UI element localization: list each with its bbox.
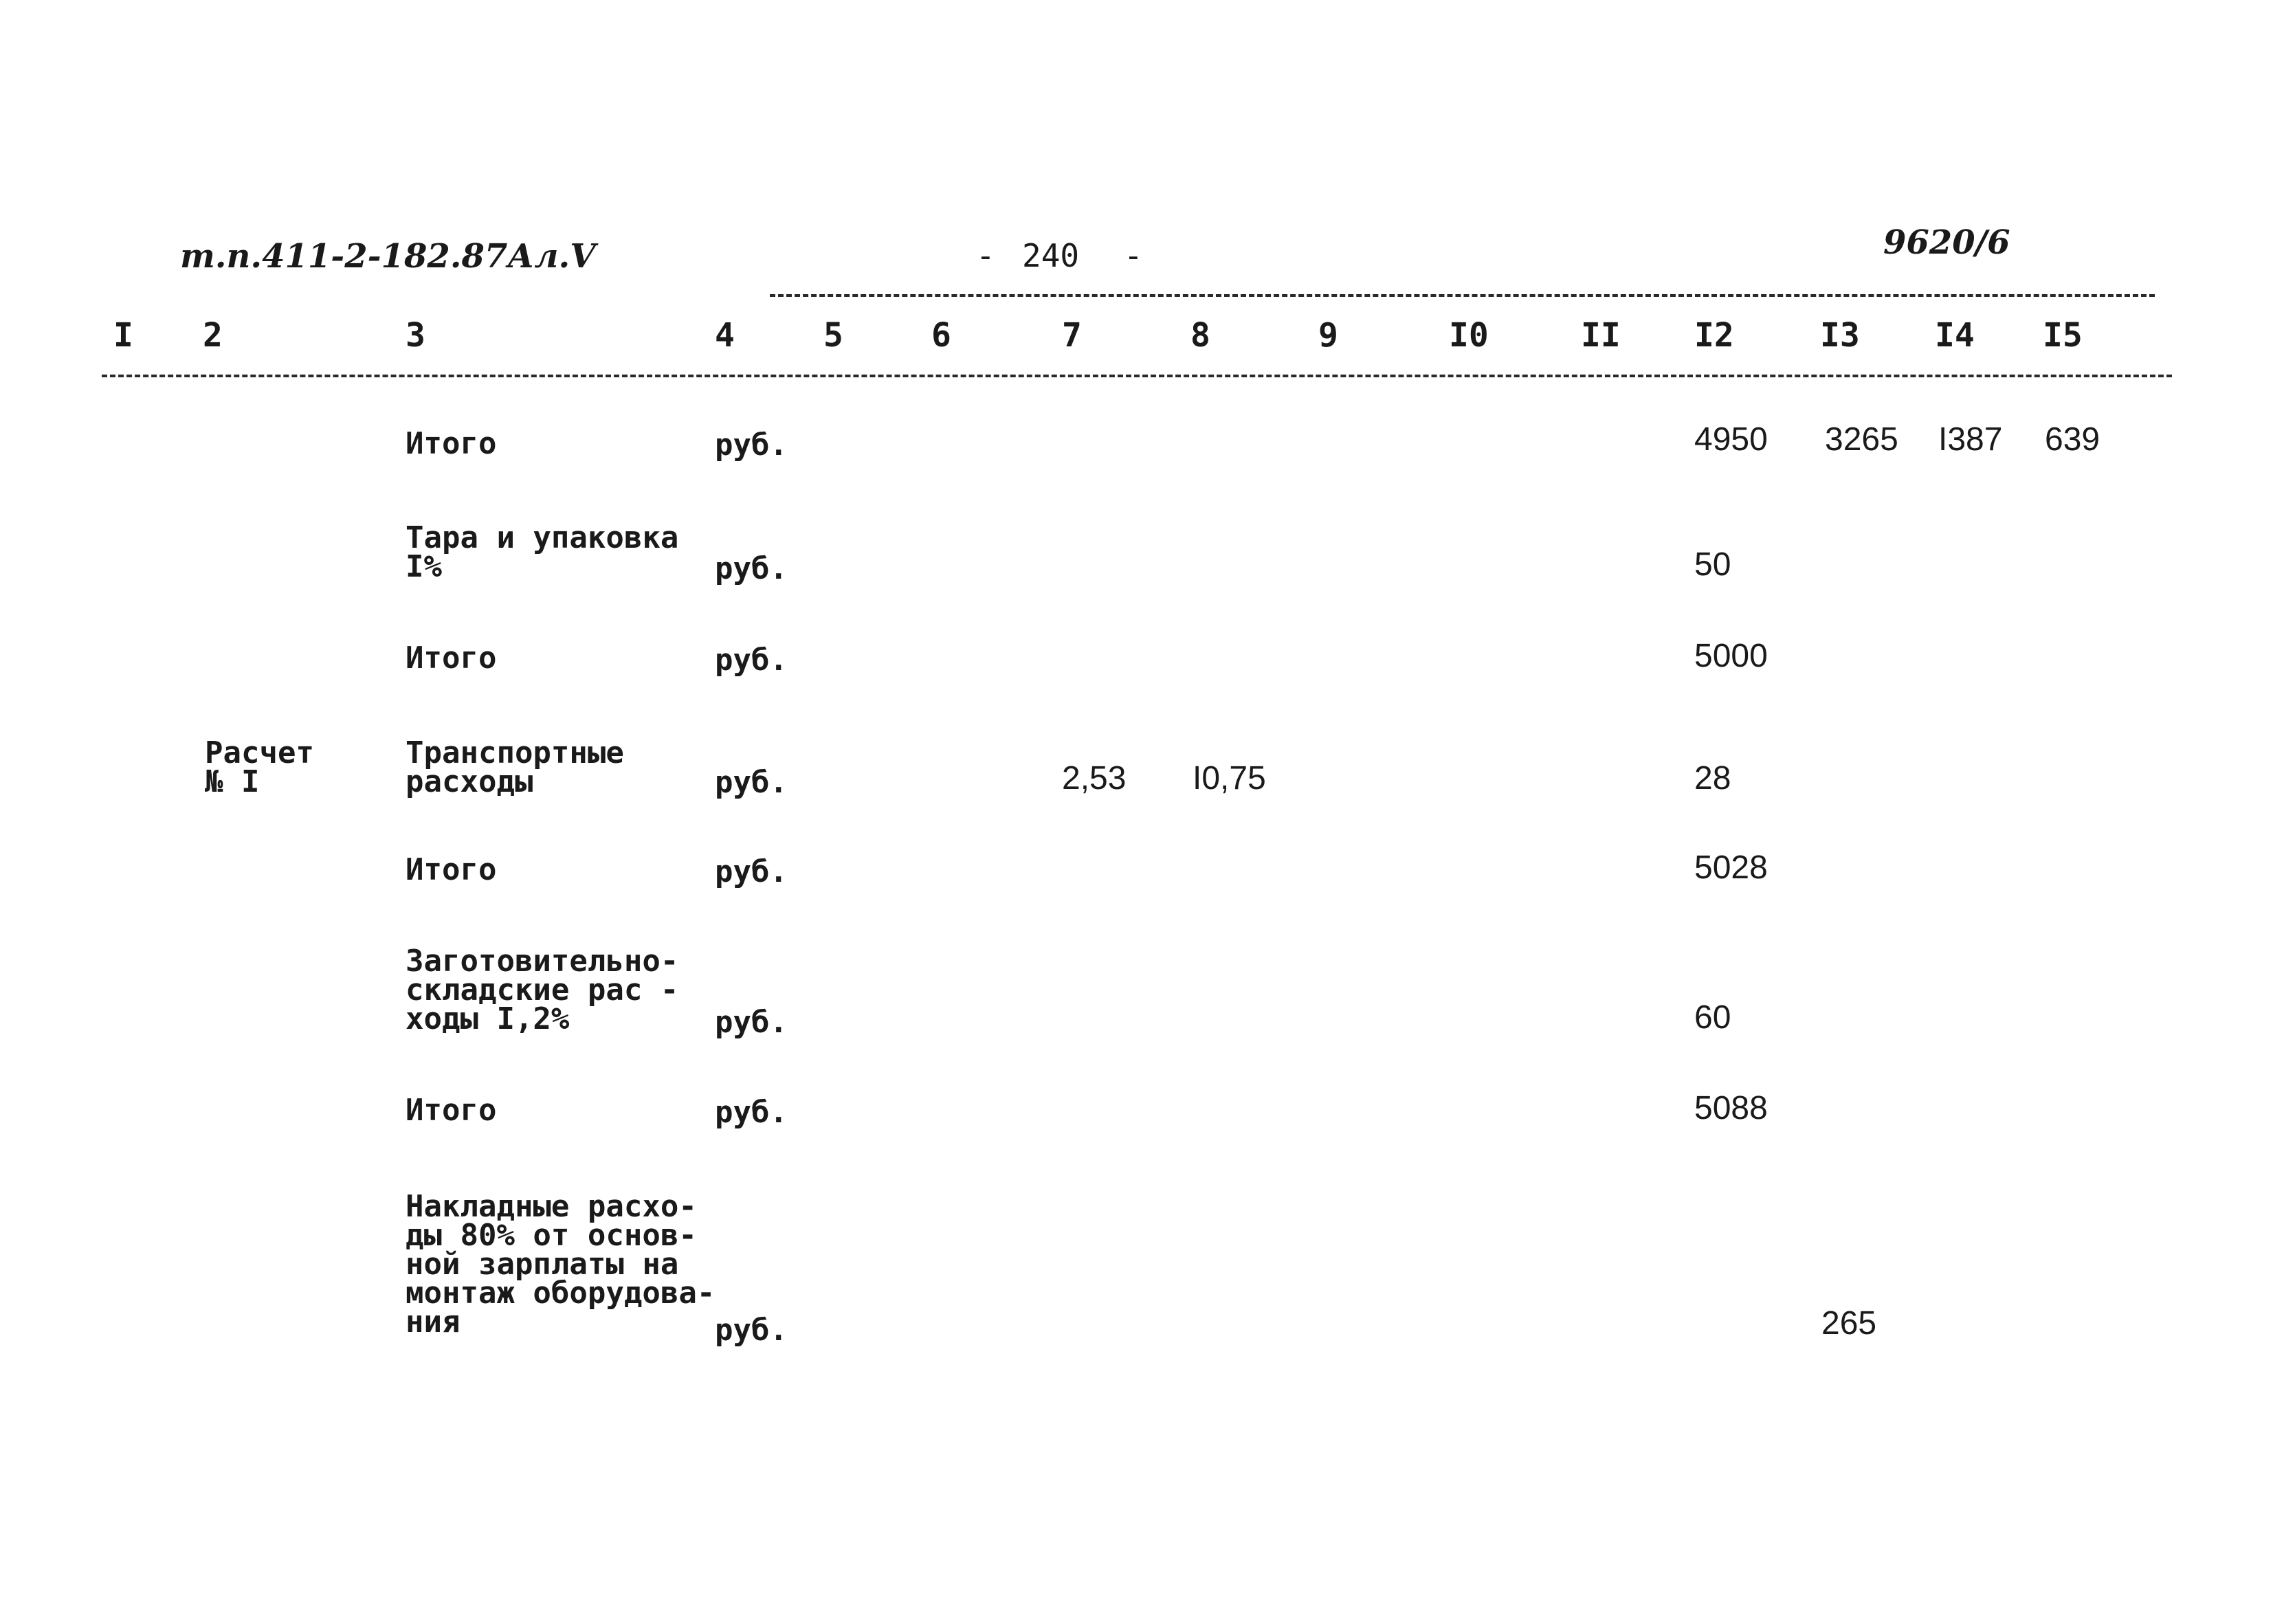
- col-header-15: I5: [2043, 316, 2083, 355]
- page-number: 240: [1022, 237, 1080, 274]
- col-header-9: 9: [1318, 316, 1338, 355]
- cell-col12: 5088: [1694, 1090, 1768, 1126]
- document-code: т.п.411-2-182.87Ал.V: [180, 237, 596, 276]
- page-number-dash-left: -: [976, 237, 995, 274]
- col-header-6: 6: [931, 316, 951, 355]
- row-unit: руб.: [715, 1313, 788, 1348]
- cell-col12: 5028: [1694, 849, 1768, 886]
- col-header-14: I4: [1935, 316, 1975, 355]
- cell-col15: 639: [2045, 421, 2100, 458]
- col-header-8: 8: [1190, 316, 1210, 355]
- cell-col12: 60: [1694, 999, 1731, 1036]
- row-label: Накладные расхо- ды 80% от основ- ной зарплаты на монтаж оборудова- ния: [406, 1189, 716, 1339]
- col-header-4: 4: [715, 316, 735, 355]
- col-header-10: I0: [1449, 316, 1489, 355]
- row-unit: руб.: [715, 1095, 788, 1130]
- row-unit: руб.: [715, 854, 788, 889]
- row-unit: руб.: [715, 765, 788, 800]
- col-header-3: 3: [406, 316, 425, 355]
- cell-col13: 3265: [1825, 421, 1898, 458]
- cell-col8: I0,75: [1193, 760, 1266, 797]
- cell-col7: 2,53: [1062, 760, 1127, 797]
- row-label: Итого: [406, 1093, 497, 1128]
- col-header-13: I3: [1820, 316, 1860, 355]
- row-unit: руб.: [715, 1005, 788, 1040]
- row-label: Тара и упаковка I%: [406, 520, 679, 584]
- cell-col14: I387: [1938, 421, 2003, 458]
- row-unit: руб.: [715, 643, 788, 678]
- row-label: Транспортные расходы: [406, 735, 624, 799]
- col-header-1: I: [113, 316, 133, 355]
- archive-number: 9620/6: [1883, 223, 2010, 262]
- cell-col13: 265: [1821, 1305, 1877, 1342]
- row-unit: руб.: [715, 427, 788, 463]
- cell-col12: 5000: [1694, 638, 1768, 674]
- col-header-7: 7: [1062, 316, 1082, 355]
- col-header-11: II: [1581, 316, 1621, 355]
- header-bottom-rule: [102, 375, 2172, 377]
- col-header-12: I2: [1694, 316, 1734, 355]
- row-label: Итого: [406, 426, 497, 461]
- cell-col12: 50: [1694, 546, 1731, 583]
- cell-col12: 4950: [1694, 421, 1768, 458]
- row-label: Заготовительно- складские рас - ходы I,2%: [406, 944, 679, 1036]
- header-top-rule: [770, 294, 2155, 297]
- calc-reference: Расчет № I: [205, 735, 314, 799]
- row-unit: руб.: [715, 551, 788, 586]
- col-header-5: 5: [823, 316, 843, 355]
- row-label: Итого: [406, 641, 497, 676]
- page-number-dash-right: -: [1124, 237, 1143, 274]
- col-header-2: 2: [203, 316, 223, 355]
- row-label: Итого: [406, 852, 497, 887]
- cell-col12: 28: [1694, 760, 1731, 797]
